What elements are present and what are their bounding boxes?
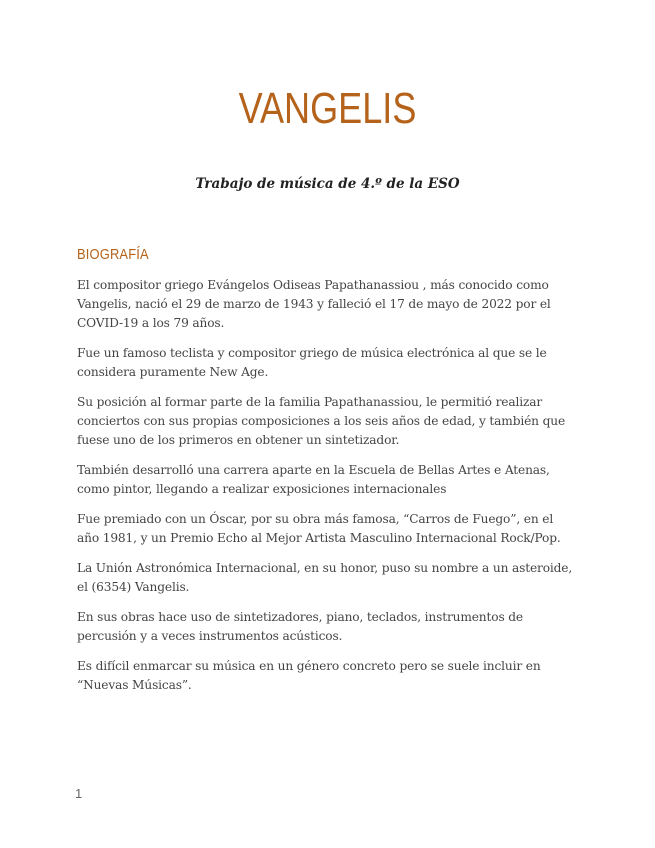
paragraph-instruments: En sus obras hace uso de sintetizadores, piano, teclados, instrumentos de percusión y a veces instrumentos acústicos. (77, 610, 523, 643)
paragraph-painter: También desarrolló una carrera aparte en la Escuela de Bellas Artes e Atenas, como pintor, llegando a realizar exposiciones internacionales (77, 463, 550, 496)
paragraph-genre: Fue un famoso teclista y compositor griego de música electrónica al que se le considera puramente New Age. (77, 346, 547, 379)
paragraph-family: Su posición al formar parte de la familia Papathanassiou, le permitió realizar conciertos con sus propias composiciones a los seis años de edad, y también que fuese uno de los primeros en obtener un sintetizador. (77, 395, 566, 447)
paragraph-music-genre: Es difícil enmarcar su música en un género concreto pero se suele incluir en “Nuevas Músicas”. (77, 659, 541, 692)
paragraph-awards: Fue premiado con un Óscar, por su obra más famosa, “Carros de Fuego”, en el año 1981, y un Premio Echo al Mejor Artista Masculino Internacional Rock/Pop. (77, 512, 561, 545)
paragraph-asteroid: La Unión Astronómica Internacional, en su honor, puso su nombre a un asteroide, el (6354) Vangelis. (77, 561, 573, 594)
paragraph-intro: El compositor griego Evángelos Odiseas Papathanassiou , más conocido como Vangelis, nació el 29 de marzo de 1943 y falleció el 17 de mayo de 2022 por el COVID-19 a los 79 años. (77, 278, 551, 330)
document-title: VANGELIS (238, 84, 417, 133)
biography-body (77, 276, 577, 706)
section-heading-biografia: BIOGRAFÍA (77, 246, 149, 263)
document-subtitle: Trabajo de música de 4.º de la ESO (195, 176, 460, 192)
page-number: 1 (75, 786, 83, 801)
